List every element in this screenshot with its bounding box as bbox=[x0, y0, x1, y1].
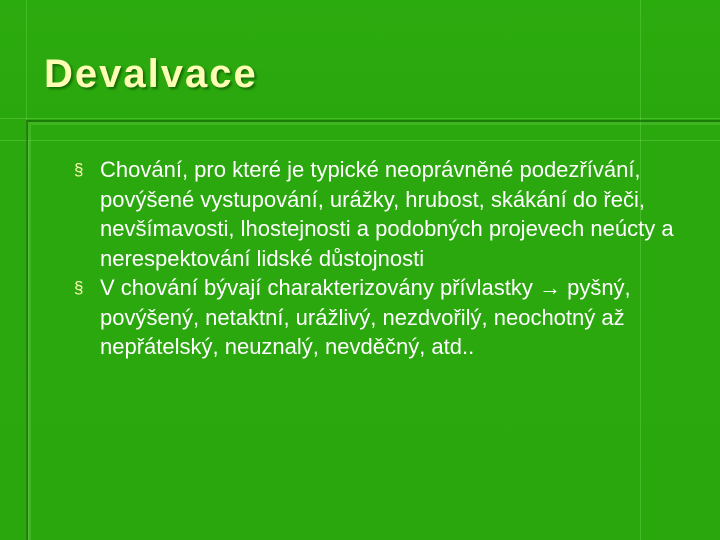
bullet-marker-icon: § bbox=[74, 160, 84, 179]
slide-title: Devalvace bbox=[44, 52, 258, 96]
bullet-text: V chování bývají charakterizovány přívlastky → pyšný, povýšený, netaktní, urážlivý, nezdvořilý, neochotný až nepřátelský, neuznalý, nevděčný, atd.. bbox=[100, 275, 631, 359]
bullet-list bbox=[70, 155, 700, 362]
bullet-item bbox=[70, 155, 700, 273]
divider-line bbox=[0, 118, 720, 119]
bullet-text: Chování, pro které je typické neoprávněné podezřívání, povýšené vystupování, urážky, hrubost, skákání do řeči, nevšímavosti, lhostejnosti a podobných projevech neúcty a nerespektování lidské důstojnosti bbox=[100, 157, 674, 271]
bullet-item bbox=[70, 273, 700, 362]
bullet-marker-icon: § bbox=[74, 278, 84, 297]
